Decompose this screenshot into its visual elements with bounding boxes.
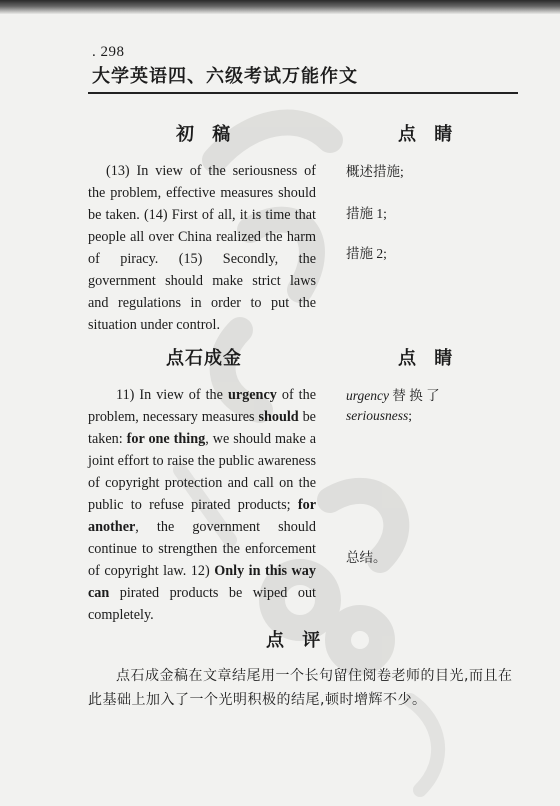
draft-notes-title: 点 睛 <box>398 124 459 145</box>
draft-note-3: 措施 2; <box>346 246 387 261</box>
revised-segment-bold: for one thing <box>126 431 206 447</box>
revised-segment-bold: urgency <box>227 387 277 403</box>
running-head: 大学英语四、六级考试万能作文 <box>92 66 358 87</box>
draft-note-2: 措施 1; <box>346 206 387 221</box>
revised-segment-bold: for another <box>88 497 316 535</box>
note-word-urgency: urgency <box>346 388 389 403</box>
draft-paragraph <box>88 160 316 336</box>
comment-title: 点 评 <box>266 630 327 651</box>
draft-title: 初 稿 <box>176 124 237 145</box>
revised-paragraph <box>88 384 316 626</box>
page-number: . 298 <box>92 44 125 60</box>
note-word-seriousness: seriousness <box>346 408 409 423</box>
scan-edge <box>0 0 560 14</box>
revised-segment-bold: should <box>258 409 299 425</box>
revised-segment: be taken: <box>88 409 316 447</box>
revised-segment: 11) In view of the <box>116 387 228 403</box>
revised-segment: of the problem, necessary measures <box>88 387 317 425</box>
revised-notes-title: 点 睛 <box>398 348 459 369</box>
revised-segment: , the government should continue to strengthen the enforcement of copyright law. 12) <box>88 519 316 579</box>
revised-note-1 <box>346 386 506 426</box>
revised-title: 点石成金 <box>166 348 242 369</box>
revised-text <box>88 384 316 626</box>
draft-text: (13) In view of the seriousness of the problem, effective measures should be taken. (14) First of all, it is time that people all over China realized the harm of piracy. (15) Secondly, the government should make strict laws and regulations in order to put the situation under control. <box>88 163 316 333</box>
revised-segment: , we should make a joint effort to raise the public awareness of copyright protection and call on the public to refuse pirated products; <box>88 431 316 513</box>
revised-segment-bold: Only in this way can <box>88 563 316 601</box>
header-rule <box>88 92 518 94</box>
draft-note-1: 概述措施; <box>346 164 404 179</box>
revised-segment: pirated products be wiped out completely. <box>88 585 316 623</box>
note-text: 替 换 了 <box>388 388 440 403</box>
revised-note-2: 总结。 <box>346 550 387 565</box>
comment-paragraph: 点石成金稿在文章结尾用一个长句留住阅卷老师的目光,而且在此基础上加入了一个光明积极的结尾,顿时增辉不少。 <box>88 668 513 708</box>
note-text-end: ; <box>408 408 413 423</box>
